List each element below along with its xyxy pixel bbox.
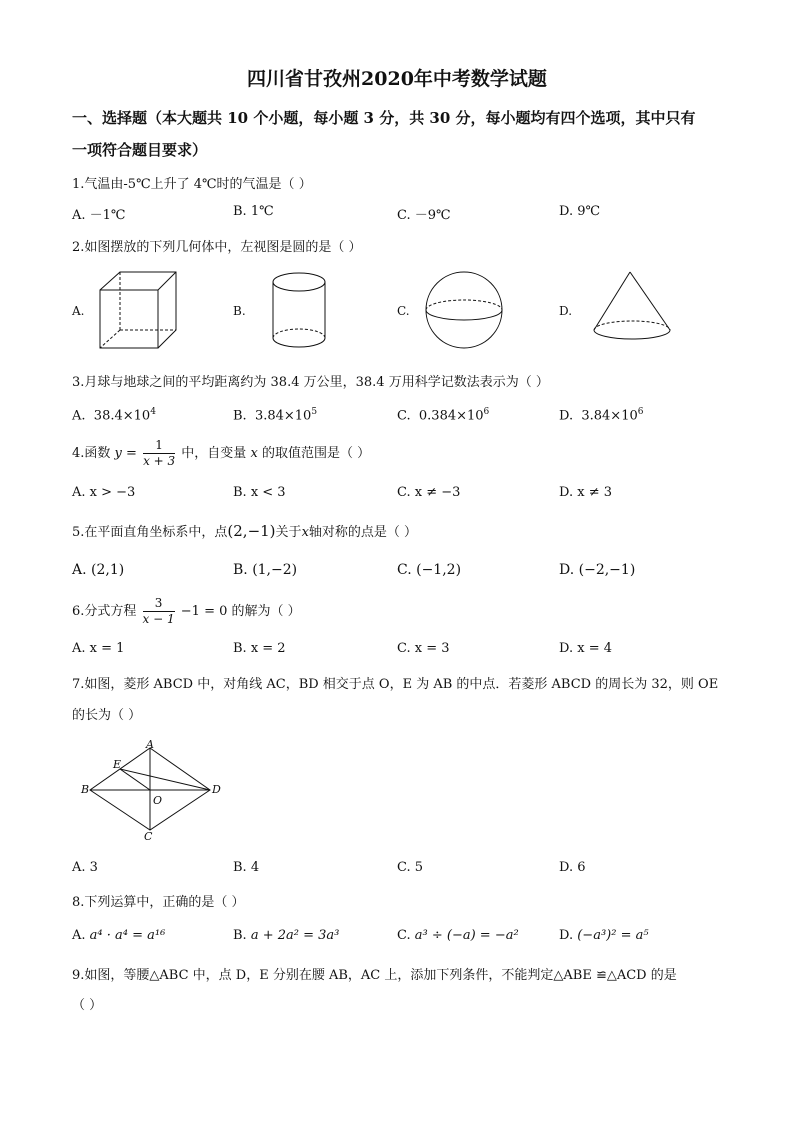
q8-option-d-text: (−a³)² = a⁵ bbox=[577, 928, 649, 943]
q4-option-b[interactable]: B. x < 3 bbox=[233, 485, 286, 500]
q2-option-c[interactable]: C. bbox=[397, 304, 410, 318]
cone-icon bbox=[592, 270, 674, 352]
q8-option-a-label: A. bbox=[72, 928, 86, 943]
q5-option-a[interactable]: A. (2,1) bbox=[72, 562, 125, 578]
q6-option-c[interactable]: C. x = 3 bbox=[397, 641, 450, 656]
question-1-stem: 1.气温由-5℃上升了 4℃时的气温是（ ） bbox=[72, 177, 312, 192]
question-3-options bbox=[72, 407, 732, 427]
q3-option-d-exp: 6 bbox=[637, 407, 644, 417]
q5-option-c[interactable]: C. (−1,2) bbox=[397, 562, 462, 578]
q8-option-c-text: a³ ÷ (−a) = −a² bbox=[414, 928, 519, 943]
q8-option-d[interactable] bbox=[559, 928, 649, 943]
q4-option-a[interactable]: A. x > −3 bbox=[72, 485, 136, 500]
question-6-options bbox=[72, 641, 732, 661]
q3-option-a[interactable] bbox=[72, 407, 156, 423]
q1-option-b[interactable]: B. 1℃ bbox=[233, 204, 274, 219]
q7-option-d[interactable]: D. 6 bbox=[559, 860, 586, 875]
q4-denominator: x + 3 bbox=[143, 454, 176, 468]
question-7-options bbox=[72, 860, 732, 880]
q2-option-d[interactable]: D. bbox=[559, 304, 573, 318]
q5-suffix: 轴对称的点是（ ） bbox=[308, 525, 418, 540]
q3-option-b-base: 3.84×10 bbox=[254, 408, 312, 424]
section-heading-line2: 一项符合题目要求） bbox=[72, 141, 208, 159]
q6-denominator: x − 1 bbox=[142, 612, 175, 626]
q8-option-c[interactable] bbox=[397, 928, 519, 943]
label-e: E bbox=[113, 758, 122, 771]
label-o: O bbox=[153, 794, 163, 807]
q3-option-d-base: 3.84×10 bbox=[581, 408, 638, 424]
q8-option-d-label: D. bbox=[559, 928, 574, 943]
q1-option-a[interactable]: A. －1℃ bbox=[72, 208, 126, 223]
q4-suffix-a: 中，自变量 bbox=[181, 446, 247, 461]
q6-prefix: 6.分式方程 bbox=[72, 604, 137, 619]
q3-option-b[interactable] bbox=[233, 407, 317, 423]
q5-option-b[interactable]: B. (1,−2) bbox=[233, 562, 298, 578]
q4-suffix-b: 的取值范围是（ ） bbox=[261, 446, 371, 461]
question-2-stem: 2.如图摆放的下列几何体中，左视图是圆的是（ ） bbox=[72, 240, 362, 255]
q8-option-a-text: a⁴ · a⁴ = a¹⁶ bbox=[89, 928, 166, 943]
q3-option-c-base: 0.384×10 bbox=[418, 408, 484, 424]
question-4-stem bbox=[72, 438, 370, 469]
q3-option-a-label: A. bbox=[72, 408, 86, 424]
q5-point: (2,−1) bbox=[227, 522, 276, 540]
q8-option-b-text: a + 2a² = 3a³ bbox=[250, 928, 340, 943]
q4-var: x bbox=[250, 446, 258, 461]
section-heading bbox=[72, 102, 732, 166]
question-8-options bbox=[72, 928, 732, 948]
question-5-stem bbox=[72, 521, 417, 540]
question-9-line2: （ ） bbox=[72, 998, 103, 1013]
page-title: 四川省甘孜州2020年中考数学试题 bbox=[247, 68, 547, 90]
q1-option-c[interactable]: C. －9℃ bbox=[397, 208, 451, 223]
q6-rest: −1 = 0 bbox=[180, 604, 228, 619]
q6-suffix: 的解为（ ） bbox=[231, 604, 301, 619]
cylinder-icon bbox=[271, 270, 329, 352]
cube-icon bbox=[98, 270, 180, 352]
q8-option-b[interactable] bbox=[233, 928, 339, 943]
q3-option-c-exp: 6 bbox=[483, 407, 490, 417]
q7-option-c[interactable]: C. 5 bbox=[397, 860, 424, 875]
q2-option-a[interactable]: A. bbox=[72, 304, 85, 318]
q6-fraction bbox=[143, 596, 175, 627]
q2-option-b[interactable]: B. bbox=[233, 304, 246, 318]
q3-option-b-exp: 5 bbox=[311, 407, 318, 417]
question-1-options bbox=[72, 204, 732, 224]
q3-option-d[interactable] bbox=[559, 407, 643, 423]
q3-option-a-exp: 4 bbox=[150, 407, 156, 417]
q8-option-b-label: B. bbox=[233, 928, 247, 943]
question-4-options bbox=[72, 485, 732, 505]
question-6-stem bbox=[72, 596, 301, 627]
segment-ed bbox=[120, 769, 210, 790]
q4-fraction bbox=[143, 438, 175, 469]
question-7-line1: 7.如图，菱形 ABCD 中，对角线 AC，BD 相交于点 O，E 为 AB 的中点．若菱形 ABCD 的周长为 32，则 OE bbox=[72, 677, 719, 692]
q1-option-d[interactable]: D. 9℃ bbox=[559, 204, 601, 219]
q3-option-b-label: B. bbox=[233, 408, 247, 424]
section-heading-line1: 一、选择题（本大题共 10 个小题，每小题 3 分，共 30 分，每小题均有四个选项，其中只有 bbox=[72, 109, 696, 127]
q3-option-a-base: 38.4×10 bbox=[93, 408, 151, 424]
q5-prefix: 5.在平面直角坐标系中，点 bbox=[72, 525, 228, 540]
question-7-line2: 的长为（ ） bbox=[72, 708, 142, 723]
q4-option-d[interactable]: D. x ≠ 3 bbox=[559, 485, 612, 500]
rhombus-figure bbox=[80, 738, 230, 843]
q6-option-a[interactable]: A. x = 1 bbox=[72, 641, 125, 656]
q5-option-d[interactable]: D. (−2,−1) bbox=[559, 562, 636, 578]
q6-numerator: 3 bbox=[143, 596, 175, 612]
question-5-options bbox=[72, 562, 732, 582]
q3-option-c-label: C. bbox=[397, 408, 411, 424]
q4-prefix: 4.函数 bbox=[72, 446, 111, 461]
label-a: A bbox=[146, 738, 154, 751]
q8-option-c-label: C. bbox=[397, 928, 411, 943]
q4-y-eq: y = bbox=[114, 446, 137, 461]
q7-option-b[interactable]: B. 4 bbox=[233, 860, 260, 875]
q4-numerator: 1 bbox=[143, 438, 175, 454]
question-3-stem: 3.月球与地球之间的平均距离约为 38.4 万公里，38.4 万用科学记数法表示为（ ） bbox=[72, 375, 549, 390]
q8-option-a[interactable] bbox=[72, 928, 165, 943]
question-8-stem: 8.下列运算中，正确的是（ ） bbox=[72, 895, 245, 910]
sphere-icon bbox=[424, 270, 506, 352]
label-d: D bbox=[212, 783, 221, 796]
question-9-line1: 9.如图，等腰△ABC 中，点 D，E 分别在腰 AB，AC 上，添加下列条件，不能判定△ABE ≌△ACD 的是 bbox=[72, 968, 677, 983]
label-b: B bbox=[81, 783, 90, 796]
q5-mid: 关于 bbox=[275, 525, 302, 540]
q7-option-a[interactable]: A. 3 bbox=[72, 860, 98, 875]
q6-option-b[interactable]: B. x = 2 bbox=[233, 641, 286, 656]
label-c: C bbox=[144, 830, 153, 843]
q3-option-d-label: D. bbox=[559, 408, 574, 424]
q3-option-c[interactable] bbox=[397, 407, 489, 423]
q5-axis: x bbox=[301, 525, 309, 540]
q6-option-d[interactable]: D. x = 4 bbox=[559, 641, 612, 656]
q4-option-c[interactable]: C. x ≠ −3 bbox=[397, 485, 461, 500]
